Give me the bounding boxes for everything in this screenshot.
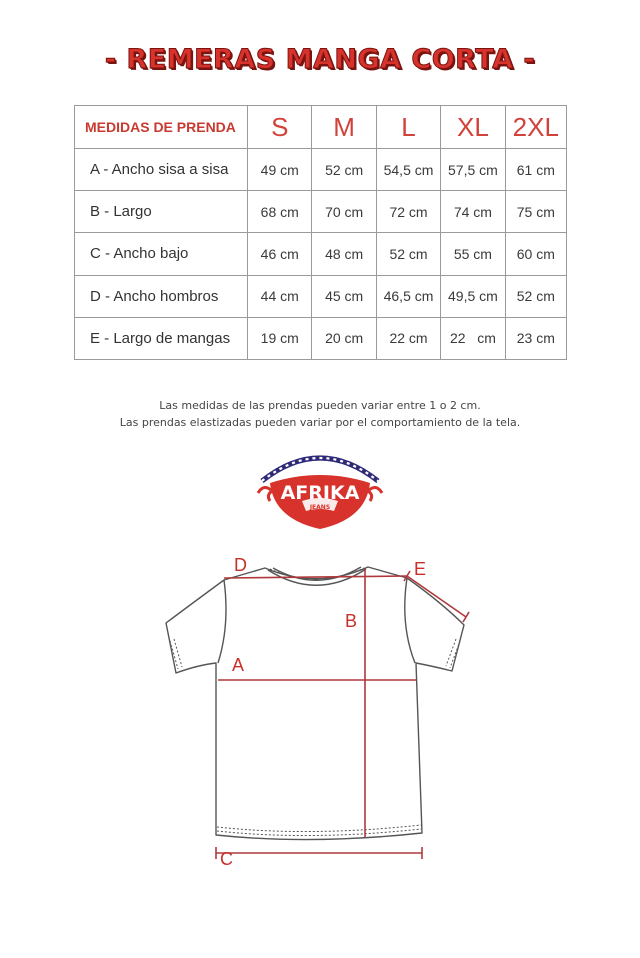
table-cell: 22 cm xyxy=(376,317,440,359)
table-cell: 54,5 cm xyxy=(376,149,440,191)
table-cell: 46,5 cm xyxy=(376,275,440,317)
shirt-outline xyxy=(166,567,464,840)
header-label: MEDIDAS DE PRENDA xyxy=(75,106,248,149)
size-header: XL xyxy=(441,106,505,149)
table-cell: 44 cm xyxy=(248,275,312,317)
table-row xyxy=(75,149,567,191)
table-row xyxy=(75,275,567,317)
table-cell: 46 cm xyxy=(248,233,312,275)
table-row xyxy=(75,233,567,275)
page-title: - REMERAS MANGA CORTA - xyxy=(104,44,536,75)
size-header: S xyxy=(248,106,312,149)
table-cell: 61 cm xyxy=(505,149,566,191)
measure-e-tick-bottom xyxy=(463,612,469,622)
logo-text: AFRIKA xyxy=(280,482,360,504)
table-cell: 55 cm xyxy=(441,233,505,275)
note-line-2: Las prendas elastizadas pueden variar por el comportamiento de la tela. xyxy=(119,416,521,429)
tshirt-diagram xyxy=(160,545,490,880)
table-cell: 23 cm xyxy=(505,317,566,359)
size-chart-table xyxy=(74,105,567,360)
table-cell: 52 cm xyxy=(376,233,440,275)
table-cell: 75 cm xyxy=(505,191,566,233)
row-label: C - Ancho bajo xyxy=(75,233,248,275)
label-a: A xyxy=(232,655,245,675)
table-cell: 49,5 cm xyxy=(441,275,505,317)
label-b: B xyxy=(345,611,358,631)
table-cell: 74 cm xyxy=(441,191,505,233)
table-row xyxy=(75,191,567,233)
table-cell: 22 cm xyxy=(441,317,505,359)
brand-logo xyxy=(252,449,388,535)
table-cell: 45 cm xyxy=(312,275,376,317)
logo-swirl-right xyxy=(368,487,382,501)
row-label: D - Ancho hombros xyxy=(75,275,248,317)
label-c: C xyxy=(220,849,233,869)
label-d: D xyxy=(234,555,247,575)
table-cell: 19 cm xyxy=(248,317,312,359)
size-header: 2XL xyxy=(505,106,566,149)
table-cell: 48 cm xyxy=(312,233,376,275)
table-cell: 52 cm xyxy=(312,149,376,191)
note-line-1: Las medidas de las prendas pueden variar entre 1 o 2 cm. xyxy=(159,399,481,412)
table-header-row xyxy=(75,106,567,149)
table-cell: 20 cm xyxy=(312,317,376,359)
logo-swirl-left xyxy=(258,487,272,501)
row-label: E - Largo de mangas xyxy=(75,317,248,359)
table-cell: 68 cm xyxy=(248,191,312,233)
row-label: A - Ancho sisa a sisa xyxy=(75,149,248,191)
table-cell: 60 cm xyxy=(505,233,566,275)
table-cell: 70 cm xyxy=(312,191,376,233)
table-cell: 52 cm xyxy=(505,275,566,317)
table-cell: 57,5 cm xyxy=(441,149,505,191)
label-e: E xyxy=(414,559,427,579)
size-header: L xyxy=(376,106,440,149)
size-header: M xyxy=(312,106,376,149)
table-cell: 49 cm xyxy=(248,149,312,191)
table-cell: 72 cm xyxy=(376,191,440,233)
logo-subtext: JEANS xyxy=(309,504,331,511)
row-label: B - Largo xyxy=(75,191,248,233)
table-row xyxy=(75,317,567,359)
